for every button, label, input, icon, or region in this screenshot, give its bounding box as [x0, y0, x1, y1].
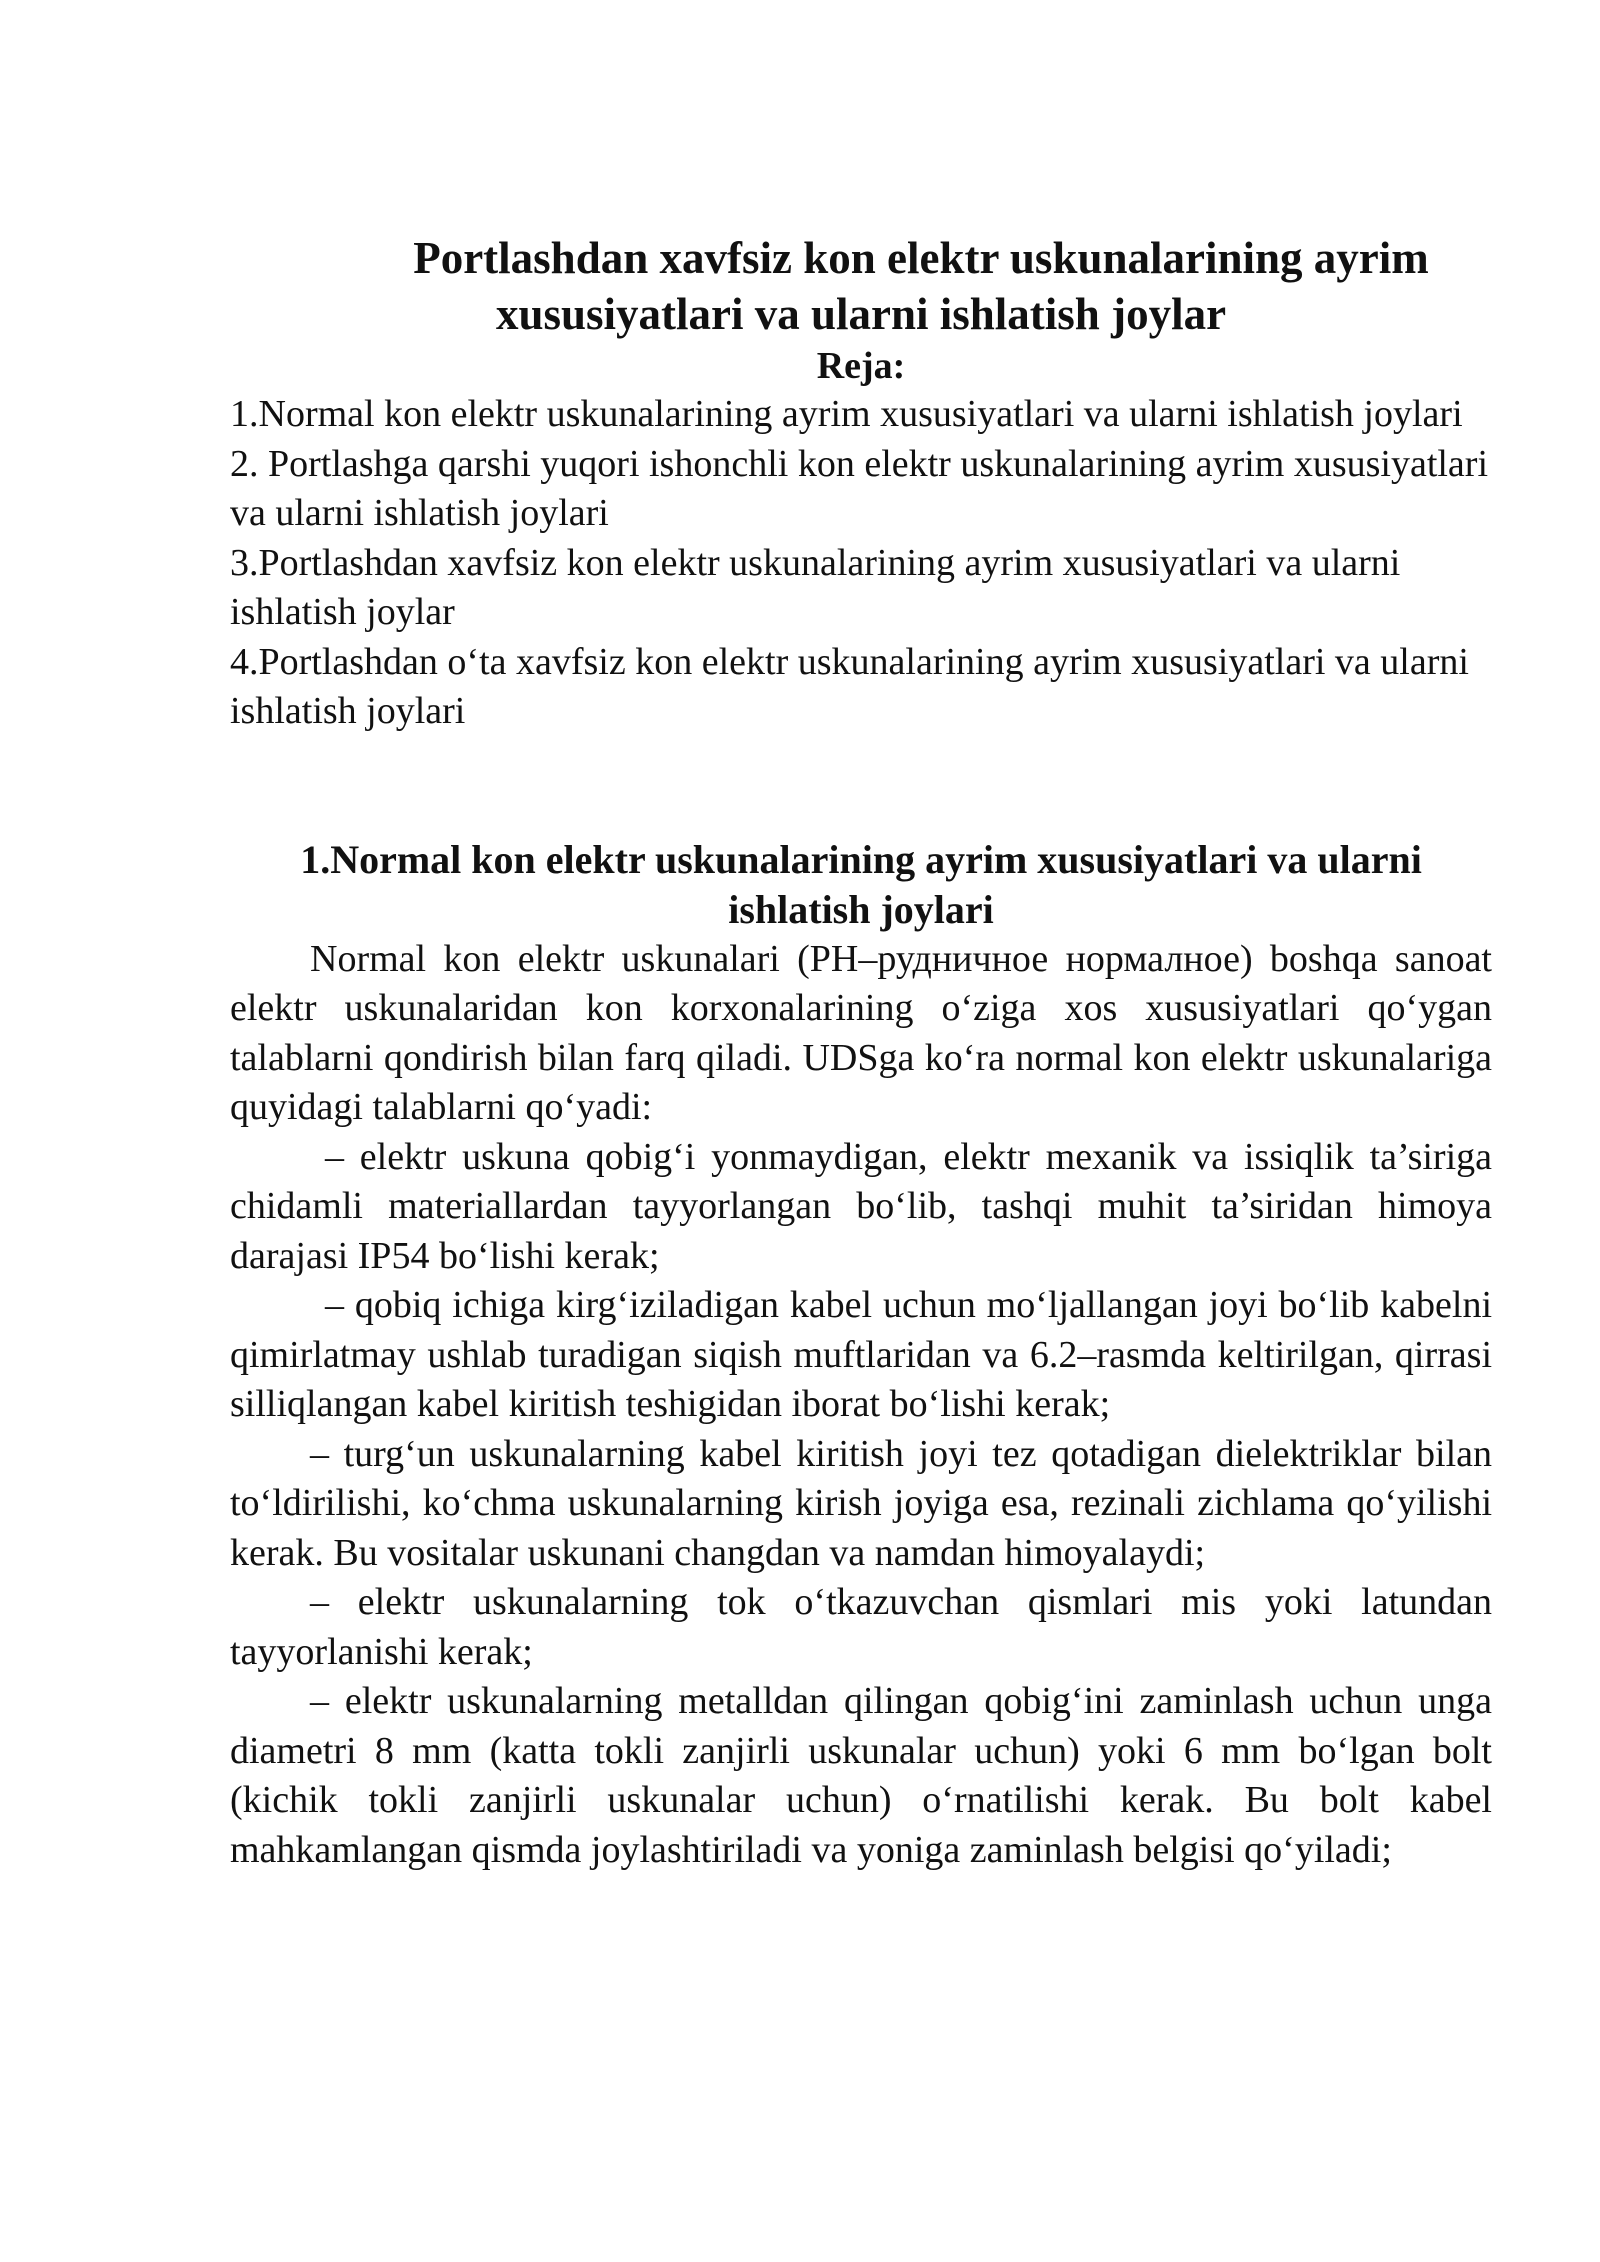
plan-item-3: 3.Portlashdan xavfsiz kon elektr uskunalarining ayrim xususiyatlari va ularni ishlatish joylar	[230, 541, 1401, 633]
plan-item-1: 1.Normal kon elektr uskunalarining ayrim xususiyatlari va ularni ishlatish joylari	[230, 393, 1463, 435]
plan-item-4: 4.Portlashdan o‘ta xavfsiz kon elektr uskunalarining ayrim xususiyatlari va ularni ishlatish joylari	[230, 640, 1469, 732]
requirement-paragraph-5: – elektr uskunalarning metalldan qilingan qobig‘ini zaminlash uchun unga diametri 8 mm (katta tokli zanjirli uskunalar uchun) yoki 6 mm bo‘lgan bolt (kichik tokli zanjirli uskunalar uchun) o‘rnatilishi kerak. Bu bolt kabel mahkamlangan qismda joylashtiriladi va yoniga zaminlash belgisi qo‘yiladi;	[230, 1680, 1492, 1871]
section-1-heading	[230, 835, 1492, 935]
requirement-paragraph-2: – qobiq ichiga kirg‘iziladigan kabel uchun mo‘ljallangan joyi bo‘lib kabelni qimirlatmay ushlab turadigan siqish muftlaridan va 6.2–rasmda keltirilgan, qirrasi silliqlangan kabel kiritish teshigidan iborat bo‘lishi kerak;	[230, 1284, 1492, 1425]
requirement-paragraph-1: – elektr uskuna qobig‘i yonmaydigan, elektr mexanik va issiqlik ta’siriga chidamli materiallardan tayyorlangan bo‘lib, tashqi muhit ta’siridan himoya darajasi IP54 bo‘lishi kerak;	[230, 1135, 1492, 1277]
plan-heading: Reja:	[816, 345, 906, 387]
requirement-paragraph-3: – turg‘un uskunalarning kabel kiritish joyi tez qotadigan dielektriklar bilan to‘ldirilishi, ko‘chma uskunalarning kirish joyiga esa, rezinali zichlama qo‘yilishi kerak. Bu vositalar uskunani changdan va namdan himoyalaydi;	[230, 1432, 1492, 1574]
section-1-intro-paragraph: Normal kon elektr uskunalari (PH–рудничное нормалное) boshqa sanoat elektr uskunalaridan kon korxonalarining o‘ziga xos xususiyatlari qo‘ygan talablarni qondirish bilan farq qiladi. UDSga ko‘ra normal kon elektr uskunalariga quyidagi talablarni qo‘yadi:	[230, 937, 1492, 1128]
plan-item-2: 2. Portlashga qarshi yuqori ishonchli kon elektr uskunalarining ayrim xususiyatlari va ularni ishlatish joylari	[230, 442, 1489, 534]
document-title-line-1: Portlashdan xavfsiz kon elektr uskunalarining ayrim	[413, 233, 1429, 283]
section-1-heading-line-1: 1.Normal kon elektr uskunalarining ayrim xususiyatlari va ularni	[300, 836, 1422, 882]
section-spacer	[230, 737, 1492, 835]
requirement-paragraph-4: – elektr uskunalarning tok o‘tkazuvchan qismlari mis yoki latundan tayyorlanishi kerak;	[230, 1581, 1492, 1673]
document-page	[230, 230, 1492, 1875]
document-title	[230, 230, 1492, 342]
section-1-heading-line-2: ishlatish joylari	[728, 886, 994, 932]
plan-list	[230, 390, 1492, 737]
document-title-line-2: xususiyatlari va ularni ishlatish joylar	[495, 289, 1227, 339]
